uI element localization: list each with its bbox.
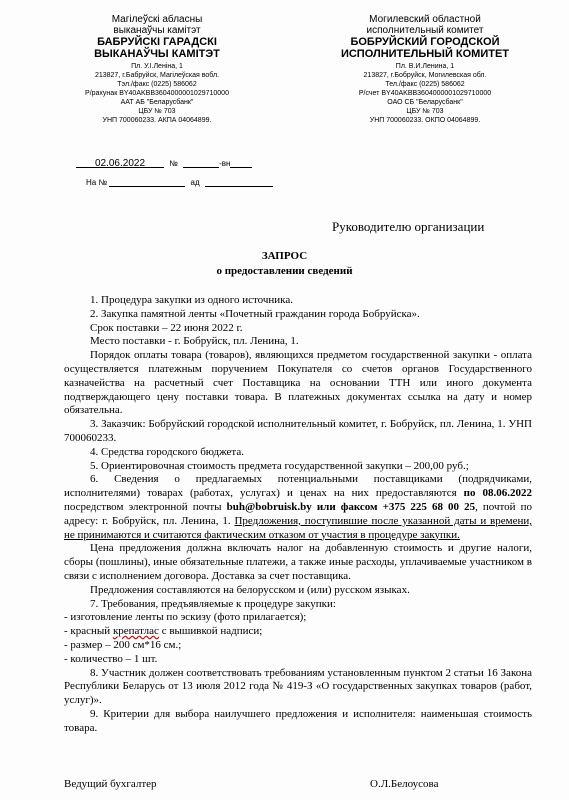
document-body <box>64 294 532 736</box>
outgoing-number-label: № <box>169 159 178 168</box>
item-6 <box>64 473 532 542</box>
requirement-sketch: - изготовление ленты по эскизу (фото прилагается); <box>64 611 307 624</box>
item-8: 8. Участник должен соответствовать требованиям установленным пунктом 2 статьи 16 Закона Республики Беларусь от 13 июля 2012 года № 419-З «О государственных закупках товаров (работ, услуг)». <box>64 666 532 707</box>
recipient: Руководителю организации <box>332 219 485 234</box>
signature-name: О.Л.Белоусова <box>370 778 439 790</box>
header-belarusian <box>42 14 272 125</box>
document-title: ЗАПРОС <box>261 250 308 262</box>
outgoing-date: 02.06.2022 <box>76 158 164 168</box>
header-russian <box>310 14 540 125</box>
header-ru-bank: ОАО СБ "Беларусбанк" <box>387 99 463 106</box>
header-by-cbu: ЦБУ № 703 <box>138 108 176 115</box>
header-ru-phone: Тел./факс (0225) 586062 <box>385 81 465 88</box>
incoming-number-label: На № <box>86 178 108 187</box>
requirement-size: - размер – 200 см*16 см.; <box>64 638 182 651</box>
requirement-material-b: крепатлас <box>112 625 159 638</box>
outgoing-number-suffix: -вн <box>219 159 231 168</box>
header-by-line1: Магілеўскі абласны <box>111 14 203 25</box>
header-by-phone: Тэл./факс (0225) 586062 <box>117 81 197 88</box>
header-ru-account: Р/счет BY40AKBB3604000001029710000 <box>358 90 492 97</box>
item-6-part-c: посредством электронной почты <box>64 500 227 513</box>
registration-line-incoming <box>86 177 273 187</box>
late-offer-notice: Предложения, поступившие после указанной даты и времени, не принимаются и считаются фактическим отказом от участия в процедуре закупки. <box>64 514 532 541</box>
deadline-date: по 08.06.2022 <box>463 487 532 500</box>
registration-line-outgoing <box>76 158 252 168</box>
header-ru-cbu: ЦБУ № 703 <box>406 108 444 115</box>
delivery-place: Место поставки - г. Бобруйск, пл. Ленина, 1. <box>90 335 299 348</box>
header-by-account: Р/рахунак BY40AKBB3604000001029710000 <box>85 90 229 97</box>
requirement-material-a: - красный <box>64 625 113 638</box>
outgoing-suffix-blank <box>230 158 252 168</box>
header-by-addr1: Пл. У.І.Леніна, 1 <box>131 63 183 70</box>
requirement-material-c: с вышивкой надписи; <box>158 625 263 638</box>
item-6-part-a: 6. Сведения о предлагаемых потенциальными поставщиками (подрядчиками, исполнителями) товарах (работах, услугах) и ценах на них предоставляются <box>64 473 532 500</box>
header-by-name1: БАБРУЙСКІ ГАРАДСКІ <box>97 36 217 48</box>
payment-terms: Порядок оплаты товара (товаров), являющихся предметом государственной закупки - оплата осуществляется платежным поручением Покупателя со счетов органов Государственного казначейства на расчетный счет Поставщика на основании ТТН или иного документа подтверждающего цену поставки товара. В платежных документах ссылка на дату и номер обязательна. <box>64 349 532 417</box>
header-by-line2: выканаўчы камітэт <box>113 25 201 36</box>
contact-email-fax: buh@bobruisk.by или факсом +375 225 68 00 25 <box>226 500 476 513</box>
header-ru-unp: УНП 700060233. ОКПО 04064899. <box>369 117 481 124</box>
languages: Предложения составляются на белорусском и (или) русском языках. <box>90 583 410 596</box>
requirement-material <box>64 625 532 639</box>
incoming-date-blank <box>205 177 273 187</box>
item-1: 1. Процедура закупки из одного источника. <box>90 294 293 306</box>
item-3: 3. Заказчик: Бобруйский городской исполнительный комитет, г. Бобруйск, пл. Ленина, 1. УНП 700060233. <box>64 418 532 444</box>
outgoing-number-blank <box>183 158 219 168</box>
requirement-quantity: - количество – 1 шт. <box>64 652 158 665</box>
header-ru-addr2: 213827, г.Бобруйск, Могилевская обл. <box>363 72 487 79</box>
delivery-date: Срок поставки – 22 июня 2022 г. <box>90 321 243 334</box>
header-ru-line1: Могилевский областной <box>369 14 481 25</box>
item-5: 5. Ориентировочная стоимость предмета государственной закупки – 200,00 руб.; <box>90 459 469 472</box>
price-conditions: Цена предложения должна включать налог на добавленную стоимость и другие налоги, сборы (пошлины), иные обязательные платежи, а также иные расходы, уплачиваемые участником в связи с исполнением договора. Доставка за счет поставщика. <box>64 542 532 582</box>
incoming-number-blank <box>109 177 185 187</box>
signature-position: Ведущий бухгалтер <box>64 778 157 790</box>
item-4: 4. Средства городского бюджета. <box>90 445 244 458</box>
header-ru-name1: БОБРУЙСКИЙ ГОРОДСКОЙ <box>350 36 500 48</box>
item-2: 2. Закупка памятной ленты «Почетный гражданин города Бобруйска». <box>90 307 420 320</box>
header-by-name2: ВЫКАНАЎЧЫ КАМІТЭТ <box>94 48 220 60</box>
document-subtitle: о предоставлении сведений <box>216 265 353 277</box>
incoming-date-label: ад <box>190 178 200 187</box>
item-6-part-e: , почтой по адресу: г. Бобруйск, пл. Ленина, 1. <box>64 500 532 527</box>
header-ru-name2: ИСПОЛНИТЕЛЬНЫЙ КОМИТЕТ <box>340 48 510 60</box>
header-by-bank: ААТ АБ "Беларусбанк" <box>120 99 194 106</box>
header-ru-line2: исполнительный комитет <box>366 25 484 36</box>
header-by-unp: УНП 700060233. АКПА 04064899. <box>102 117 212 124</box>
header-by-addr2: 213827, г.Бабруйск, Магілеўская вобл. <box>94 72 220 79</box>
item-9: 9. Критерии для выбора наилучшего предложения и исполнителя: наименьшая стоимость товара. <box>64 707 532 734</box>
item-7: 7. Требования, предъявляемые к процедуре закупки: <box>90 597 336 610</box>
header-ru-addr1: Пл. В.И.Ленина, 1 <box>395 63 455 70</box>
